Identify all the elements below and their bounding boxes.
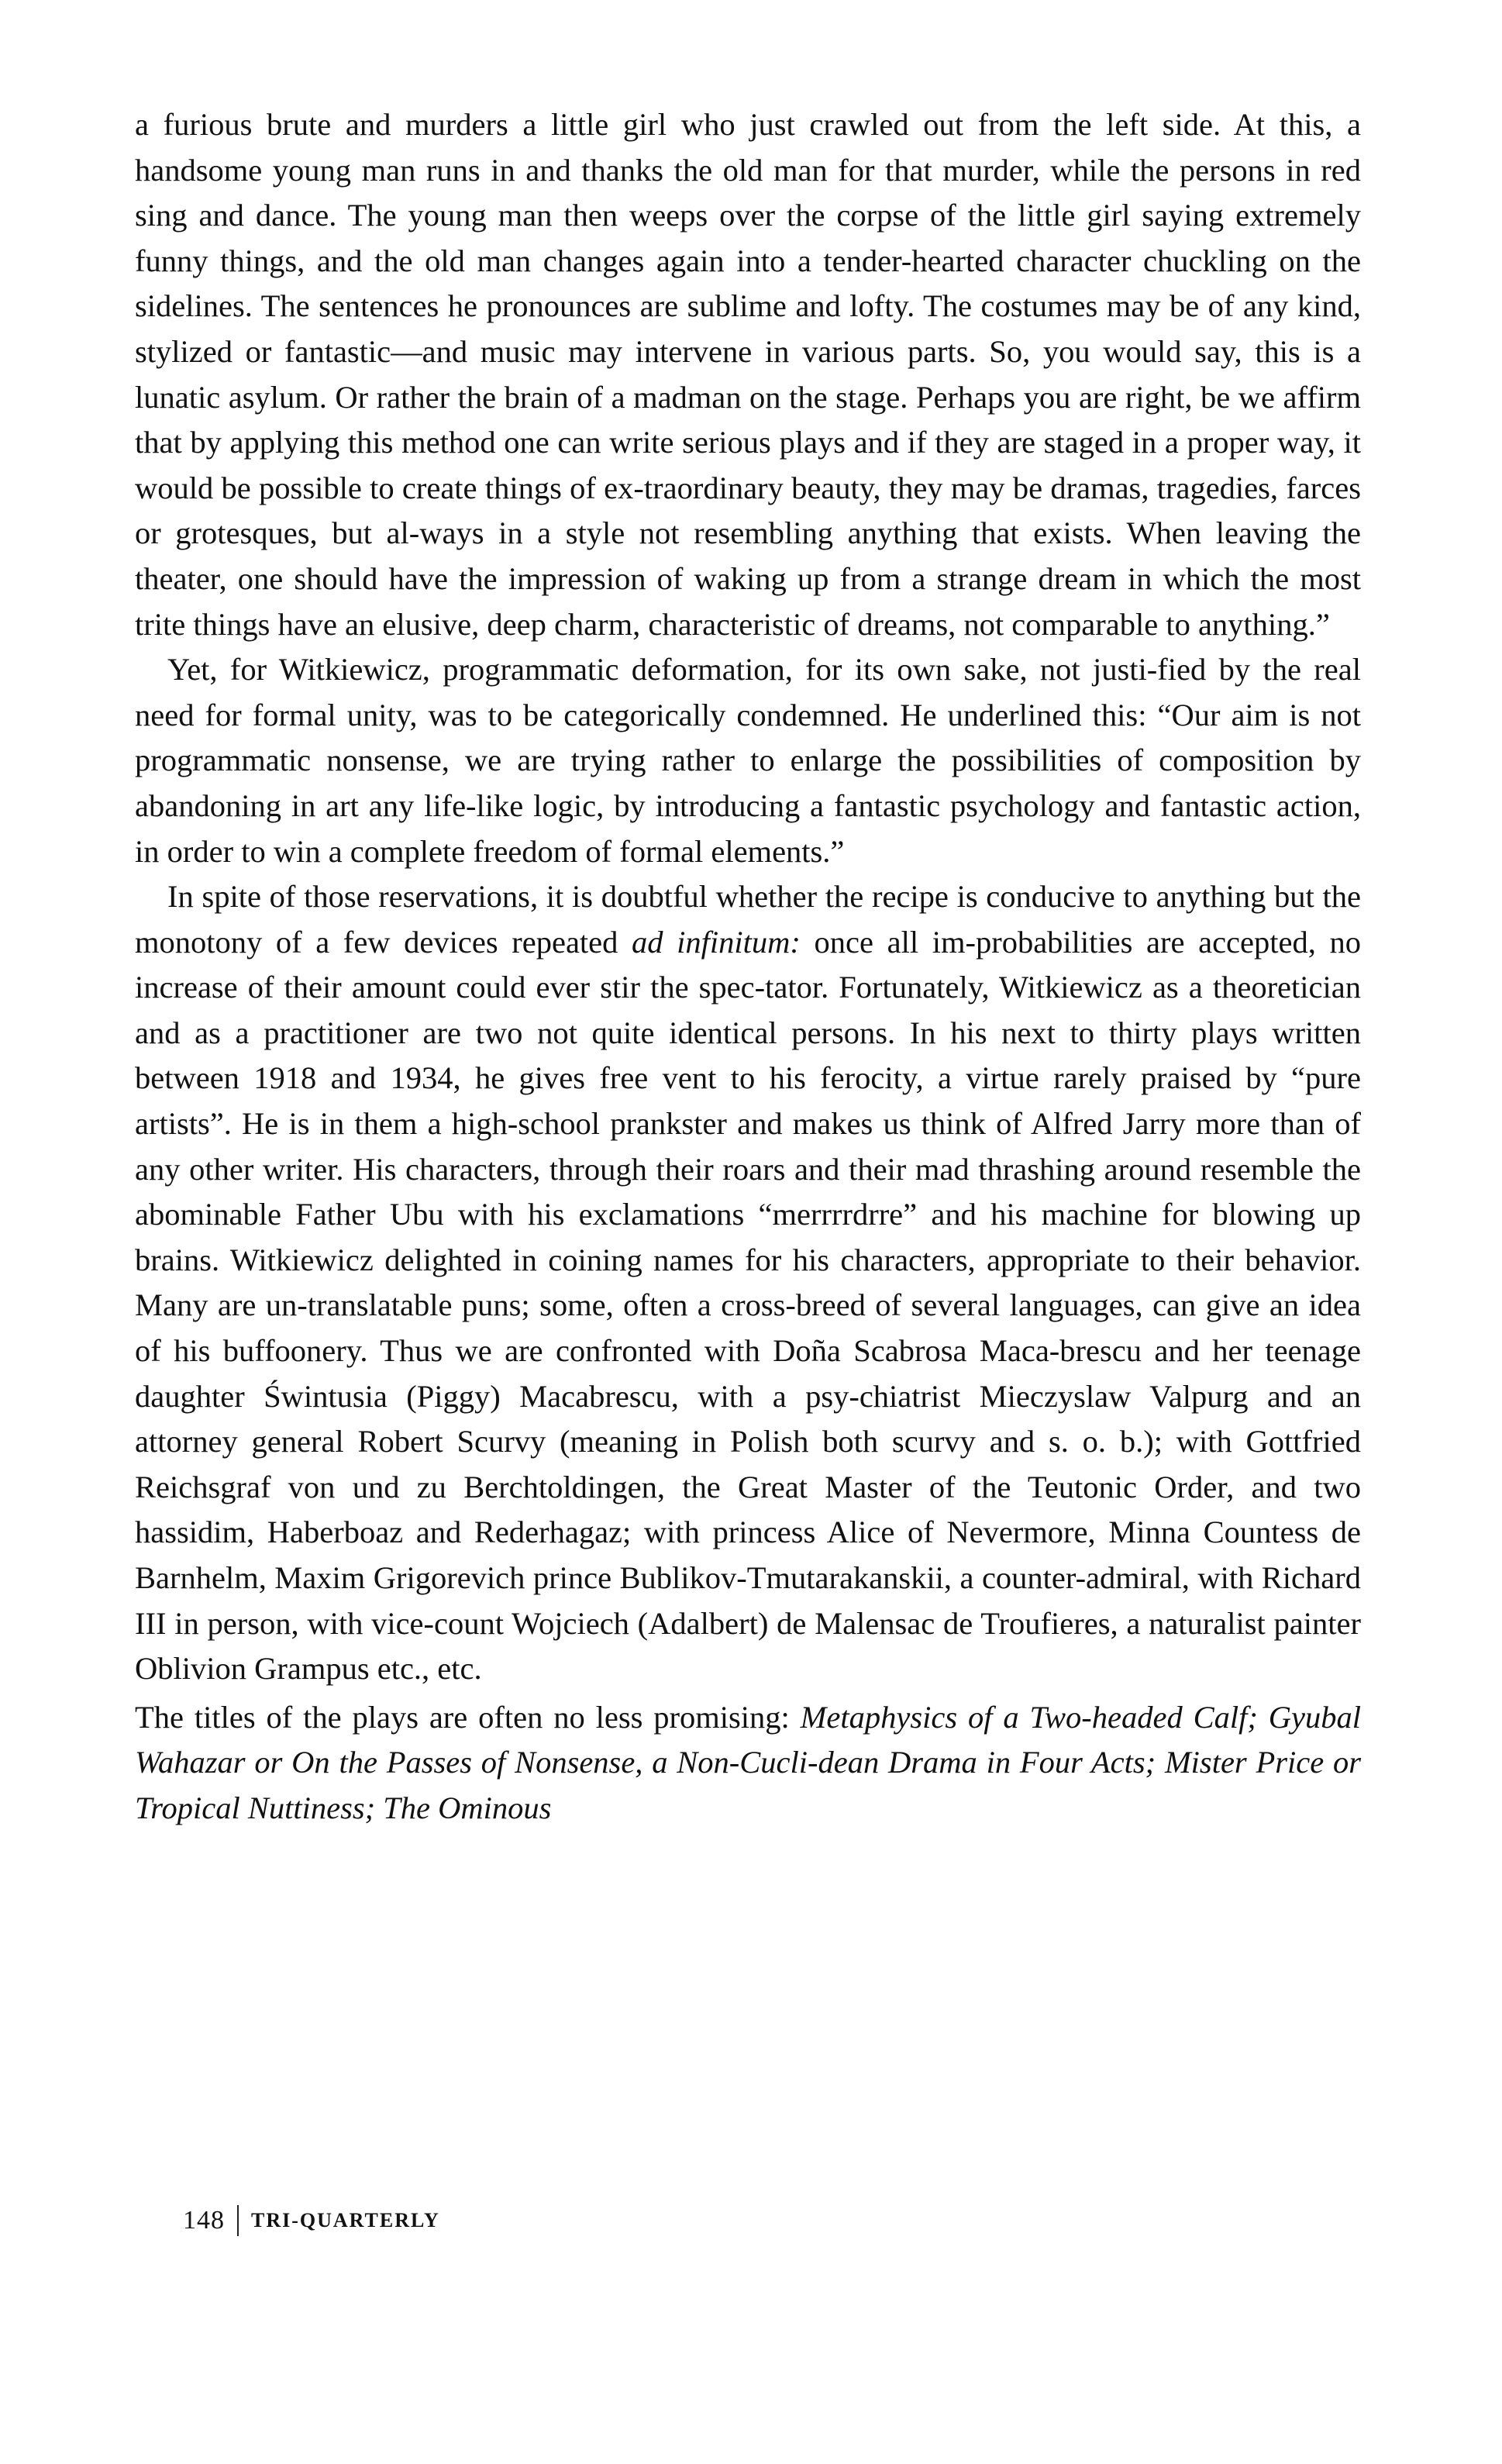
page-footer <box>183 2205 440 2236</box>
italic-run: ad infinitum: <box>632 924 801 960</box>
text-run: a furious brute and murders a little girl who just crawled out from the left side. At this, a handsome young man runs in and thanks the old man for that murder, while the persons in red sing and dance. The young man then weeps over the corpse of the little girl saying extremely funny things, and the old man changes again into a tender-hearted character chuckling on the sidelines. The sentences he pronounces are sublime and lofty. The costumes may be of any kind, stylized or fantastic—and music may intervene in various parts. So, you would say, this is a lunatic asylum. Or rather the brain of a madman on the stage. Perhaps you are right, be we affirm that by applying this method one can write serious plays and if they are staged in a proper way, it would be possible to create things of ex-traordinary beauty, they may be dramas, tragedies, farces or grotesques, but al-ways in a style not resembling anything that exists. When leaving the theater, one should have the impression of waking up from a strange dream in which the most trite things have an elusive, deep charm, characteristic of dreams, not comparable to anything.” <box>135 107 1361 642</box>
journal-name: TRI-QUARTERLY <box>251 2209 440 2231</box>
text-run: Yet, for Witkiewicz, programmatic deformation, for its own sake, not justi-fied by the real need for formal unity, was to be categorically condemned. He underlined this: “Our aim is not programmatic nonsense, we are trying rather to enlarge the possibilities of composition by abandoning in art any life-like logic, by introducing a fantastic psychology and fantastic action, in order to win a complete freedom of formal elements.” <box>135 652 1361 869</box>
paragraph-1 <box>135 102 1361 647</box>
paragraph-4 <box>135 1695 1361 1832</box>
page-number: 148 <box>183 2206 225 2235</box>
text-run: once all im-probabilities are accepted, no increase of their amount could ever stir the spec-tator. Fortunately, Witkiewicz as a theoretician and as a practitioner are two not quite identical persons. In his next to thirty plays written between 1918 and 1934, he gives free vent to his ferocity, a virtue rarely praised by “pure artists”. He is in them a high-school prankster and makes us think of Alfred Jarry more than of any other writer. His characters, through their roars and their mad thrashing around resemble the abominable Father Ubu with his exclamations “merrrrdrre” and his machine for blowing up brains. Witkiewicz delighted in coining names for his characters, appropriate to their behavior. Many are un-translatable puns; some, often a cross-breed of several languages, can give an idea of his buffoonery. Thus we are confronted with Doña Scabrosa Maca-brescu and her teenage daughter Świntusia (Piggy) Macabrescu, with a psy-chiatrist Mieczyslaw Valpurg and an attorney general Robert Scurvy (meaning in Polish both scurvy and s. o. b.); with Gottfried Reichsgraf von und zu Berchtoldingen, the Great Master of the Teutonic Order, and two hassidim, Haberboaz and Rederhagaz; with princess Alice of Nevermore, Minna Countess de Barnhelm, Maxim Grigorevich prince Bublikov-Tmutarakanskii, a counter-admiral, with Richard III in person, with vice-count Wojciech (Adalbert) de Malensac de Troufieres, a naturalist painter Oblivion Grampus etc., etc. <box>135 924 1361 1687</box>
text-run: In spite of those reservations, it is doubtful whether the recipe is conducive to anything but the monotony of a few devices repeated <box>135 879 1361 960</box>
paragraph-3 <box>135 874 1361 1692</box>
article-body <box>135 102 1361 1832</box>
footer-divider <box>237 2205 239 2236</box>
text-run: The titles of the plays are often no less promising: <box>135 1699 801 1735</box>
paragraph-2 <box>135 647 1361 874</box>
italic-run: Metaphysics of a Two-headed Calf; Gyubal Wahazar or On the Passes of Nonsense, a Non-Cucli-dean Drama in Four Acts; Mister Price or Tropical Nuttiness; The Ominous <box>135 1699 1361 1825</box>
